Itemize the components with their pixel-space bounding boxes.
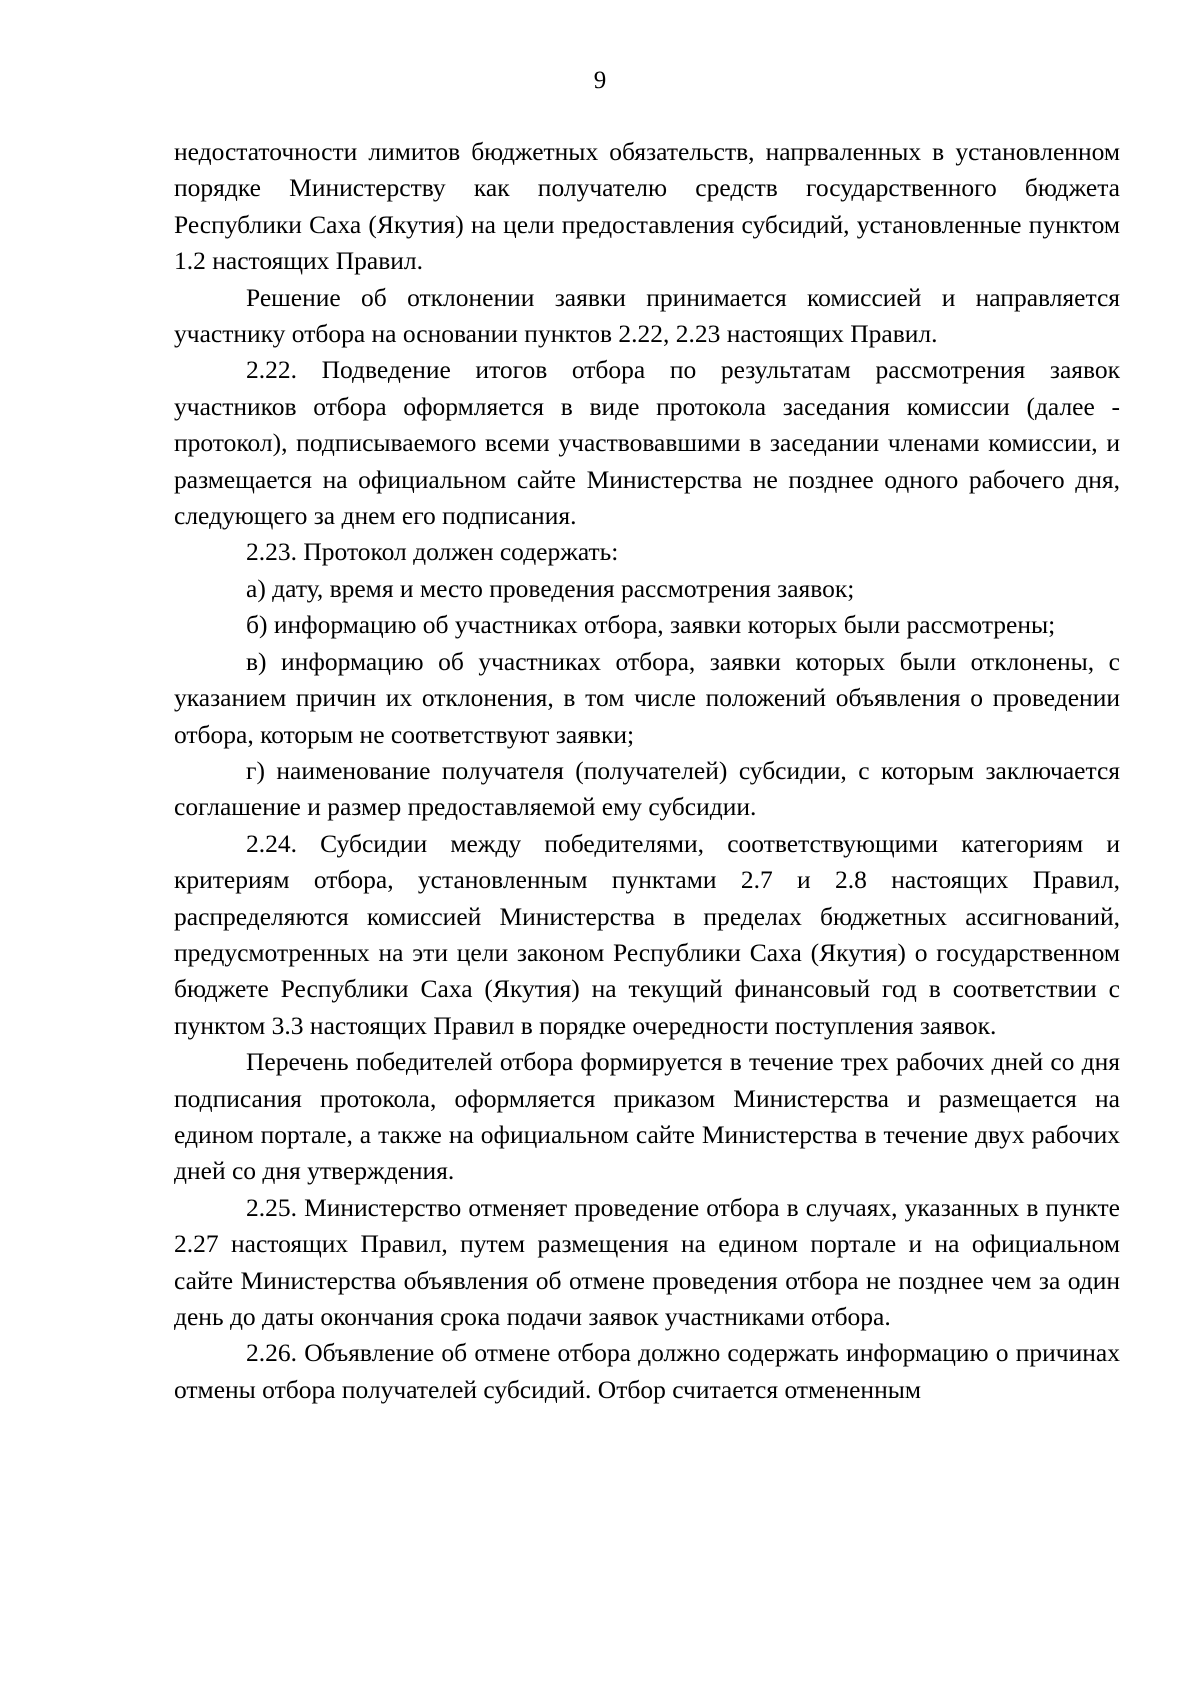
paragraph-rejection-decision: Решение об отклонении заявки принимается комиссией и направляется участнику отбора на основании пунктов 2.22, 2.23 настоящих Правил. [174, 282, 1120, 349]
list-item-g: г) наименование получателя (получателей) субсидии, с которым заключается соглашение и размер предоставляемой ему субсидии. [174, 755, 1120, 822]
list-item-v: в) информацию об участниках отбора, заявки которых были отклонены, с указанием причин их отклонения, в том числе положений объявления о проведении отбора, которым не соответствуют заявки; [174, 646, 1120, 749]
paragraph-winners-list: Перечень победителей отбора формируется в течение трех рабочих дней со дня подписания протокола, оформляется приказом Министерства и размещается на едином портале, а также на официальном сайте Министерства в течение двух рабочих дней со дня утверждения. [174, 1047, 1120, 1186]
paragraph-2-25: 2.25. Министерство отменяет проведение отбора в случаях, указанных в пункте 2.27 настоящих Правил, путем размещения на едином портале и на официальном сайте Министерства объявления об отмене проведения отбора не позднее чем за один день до даты окончания срока подачи заявок участниками отбора. [174, 1192, 1120, 1331]
list-item-a: а) дату, время и место проведения рассмотрения заявок; [246, 573, 855, 603]
paragraph-2-24: 2.24. Субсидии между победителями, соответствующими категориям и критериям отбора, установленным пунктами 2.7 и 2.8 настоящих Правил, распределяются комиссией Министерства в пределах бюджетных ассигнований, предусмотренных на эти цели законом Республики Саха (Якутия) о государственном бюджете Республики Саха (Якутия) на текущий финансовый год в соответствии с пунктом 3.3 настоящих Правил в порядке очередности поступления заявок. [174, 828, 1120, 1040]
paragraph-2-26: 2.26. Объявление об отмене отбора должно содержать информацию о причинах отмены отбора получателей субсидий. Отбор считается отмененным [174, 1338, 1120, 1404]
paragraph-2-23: 2.23. Протокол должен содержать: [246, 537, 619, 567]
document-body [174, 134, 1120, 1408]
paragraph-continuation: недостаточности лимитов бюджетных обязательств, напрваленных в установленном порядке Министерству как получателю средств государственного бюджета Республики Саха (Якутия) на цели предоставления субсидий, установленные пунктом 1.2 настоящих Правил. [174, 137, 1120, 276]
paragraph-2-22: 2.22. Подведение итогов отбора по результатам рассмотрения заявок участников отбора оформляется в виде протокола заседания комиссии (далее - протокол), подписываемого всеми участвовавшими в заседании членами комиссии, и размещается на официальном сайте Министерства не позднее одного рабочего дня, следующего за днем его подписания. [174, 355, 1120, 531]
page-number: 9 [593, 67, 607, 94]
list-item-b: б) информацию об участниках отбора, заявки которых были рассмотрены; [246, 610, 1056, 640]
